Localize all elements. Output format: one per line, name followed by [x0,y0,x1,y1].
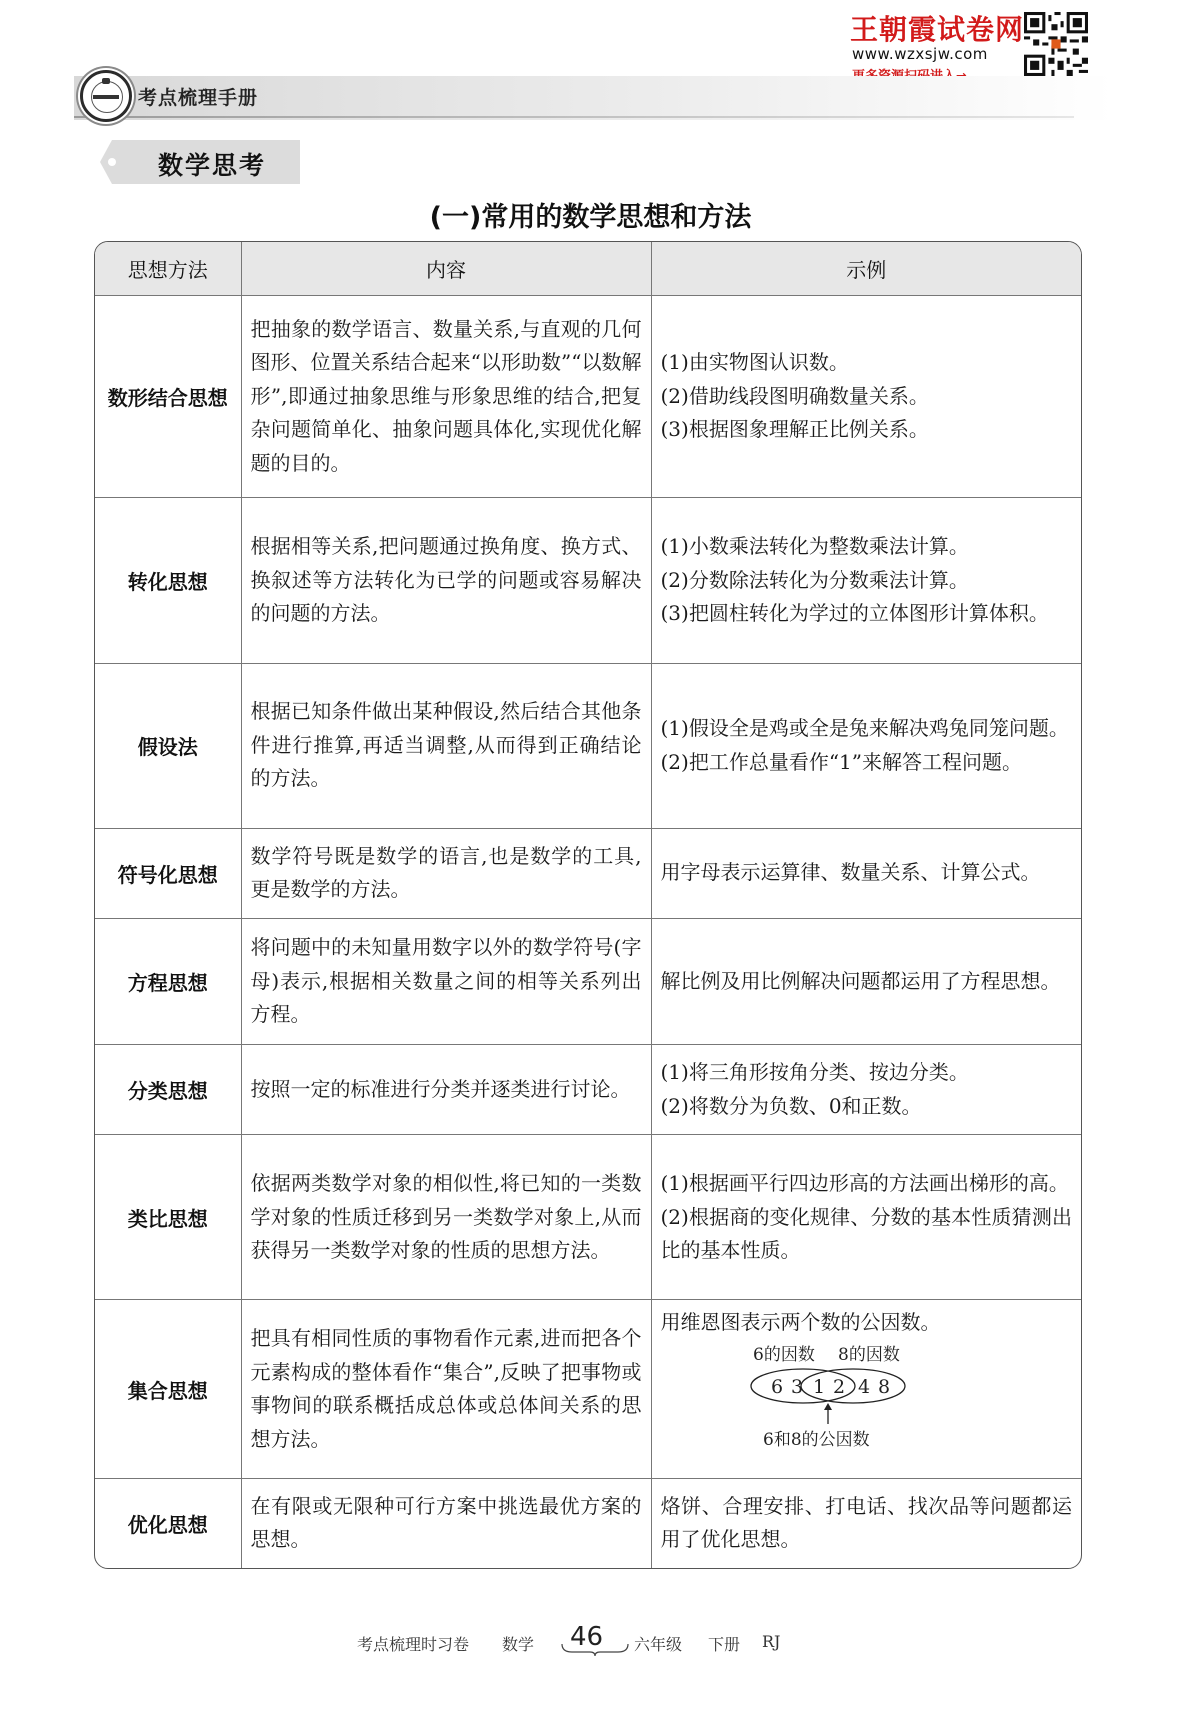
venn-diagram [661,1342,1071,1452]
footer-subject: 数学 [502,1635,535,1654]
method-examples [651,1478,1081,1568]
arrow-up-icon [824,1403,832,1410]
example-item: (2)根据商的变化规律、分数的基本性质猜测出比的基本性质。 [660,1204,1072,1262]
venn-element: 6 [770,1375,783,1398]
method-content: 依据两类数学对象的相似性,将已知的一类数学对象的性质迁移到另一类数学对象上,从而获得另一类数学对象的性质的思想方法。 [241,1135,651,1300]
header-divider [74,116,1074,118]
venn-element: 4 [857,1375,870,1398]
table-row [95,1478,1081,1568]
venn-element: 8 [877,1375,890,1398]
method-name: 分类思想 [95,1045,241,1135]
example-item: 烙饼、合理安排、打电话、找次品等问题都运用了优化思想。 [660,1493,1072,1552]
method-examples [651,663,1081,828]
method-name: 数形结合思想 [95,296,241,498]
method-examples [651,1300,1081,1478]
example-item: (2)将数分为负数、0和正数。 [660,1093,922,1118]
footer-book: 考点梳理时习卷 [357,1635,470,1654]
table-row [95,296,1081,498]
section-tag-label: 数学思考 [158,151,267,180]
example-item: 解比例及用比例解决问题都运用了方程思想。 [660,968,1061,993]
method-examples [651,918,1081,1045]
example-item: (1)由实物图认识数。 [660,350,849,375]
table-row [95,918,1081,1045]
tag-hole-icon [108,158,116,166]
method-name: 假设法 [95,663,241,828]
col-header-example: 示例 [651,242,1081,296]
example-item: (1)根据画平行四边形高的方法画出梯形的高。 [660,1171,1069,1195]
method-content: 按照一定的标准进行分类并逐类进行讨论。 [241,1045,651,1135]
method-content: 将问题中的未知量用数字以外的数学符号(字母)表示,根据相关数量之间的相等关系列出方程。 [241,918,651,1045]
table-row [95,498,1081,663]
method-name: 优化思想 [95,1478,241,1568]
brand-url: www.wzxsjw.com [852,45,988,63]
venn-element: 1 [812,1375,825,1398]
page-number: 46 [570,1622,604,1652]
method-examples [651,1045,1081,1135]
brand-logo[interactable] [850,8,1025,82]
table-row [95,1135,1081,1300]
page-number-bracket-icon [560,1644,630,1656]
brand-name: 王朝霞试卷网 [850,13,1025,46]
table-row [95,828,1081,918]
example-item: (2)借助线段图明确数量关系。 [660,383,929,408]
method-name: 转化思想 [95,498,241,663]
col-header-content: 内容 [241,242,651,296]
table-row [95,1045,1081,1135]
venn-right-label: 8的因数 [837,1344,900,1365]
example-item: 用维恩图表示两个数的公因数。 [660,1310,941,1335]
example-item: (1)将三角形按角分类、按边分类。 [660,1060,969,1085]
page-title: (一)常用的数学思想和方法 [429,202,752,233]
venn-left-label: 6的因数 [752,1344,815,1365]
example-item: (3)根据图象理解正比例关系。 [660,417,929,442]
method-content: 根据相等关系,把问题通过换角度、换方式、换叙述等方法转化为已学的问题或容易解决的问题的方法。 [241,498,651,663]
seal-logo-icon [80,70,132,122]
method-content: 数学符号既是数学的语言,也是数学的工具,更是数学的方法。 [241,828,651,918]
venn-caption: 6和8的公因数 [762,1429,870,1450]
table-row [95,663,1081,828]
method-examples [651,1135,1081,1300]
methods-table [94,241,1082,1569]
method-content: 把具有相同性质的事物看作元素,进而把各个元素构成的整体看作“集合”,反映了把事物或事物间的联系概括成总体或总体间关系的思想方法。 [241,1300,651,1478]
footer-grade: 六年级 [634,1635,683,1654]
example-item: (2)把工作总量看作“1”来解答工程问题。 [660,749,1023,774]
method-content: 在有限或无限种可行方案中挑选最优方案的思想。 [241,1478,651,1568]
example-item: (2)分数除法转化为分数乘法计算。 [660,567,969,592]
method-name: 类比思想 [95,1135,241,1300]
method-name: 集合思想 [95,1300,241,1478]
example-item: (1)小数乘法转化为整数乘法计算。 [660,534,969,559]
footer-volume: 下册 [708,1635,741,1654]
example-item: (3)把圆柱转化为学过的立体图形计算体积。 [660,601,1049,626]
qr-code-icon[interactable] [1024,12,1088,76]
example-item: (1)假设全是鸡或全是兔来解决鸡兔同笼问题。 [660,716,1069,741]
table-header-row [95,242,1081,296]
col-header-method: 思想方法 [95,242,241,296]
method-examples [651,296,1081,498]
method-name: 符号化思想 [95,828,241,918]
footer-edition: RJ [762,1632,781,1651]
method-content: 根据已知条件做出某种假设,然后结合其他条件进行推算,再适当调整,从而得到正确结论的方法。 [241,663,651,828]
method-examples [651,498,1081,663]
example-item: 用字母表示运算律、数量关系、计算公式。 [660,860,1041,885]
table-row [95,1300,1081,1478]
venn-element: 3 [790,1375,803,1398]
method-name: 方程思想 [95,918,241,1045]
venn-element: 2 [832,1375,845,1398]
handbook-title: 考点梳理手册 [138,87,259,109]
method-content: 把抽象的数学语言、数量关系,与直观的几何图形、位置关系结合起来“以形助数”“以数解形”,即通过抽象思维与形象思维的结合,把复杂问题简单化、抽象问题具体化,实现优化解题的目的。 [241,296,651,498]
page-footer [0,1622,1181,1662]
method-examples [651,828,1081,918]
